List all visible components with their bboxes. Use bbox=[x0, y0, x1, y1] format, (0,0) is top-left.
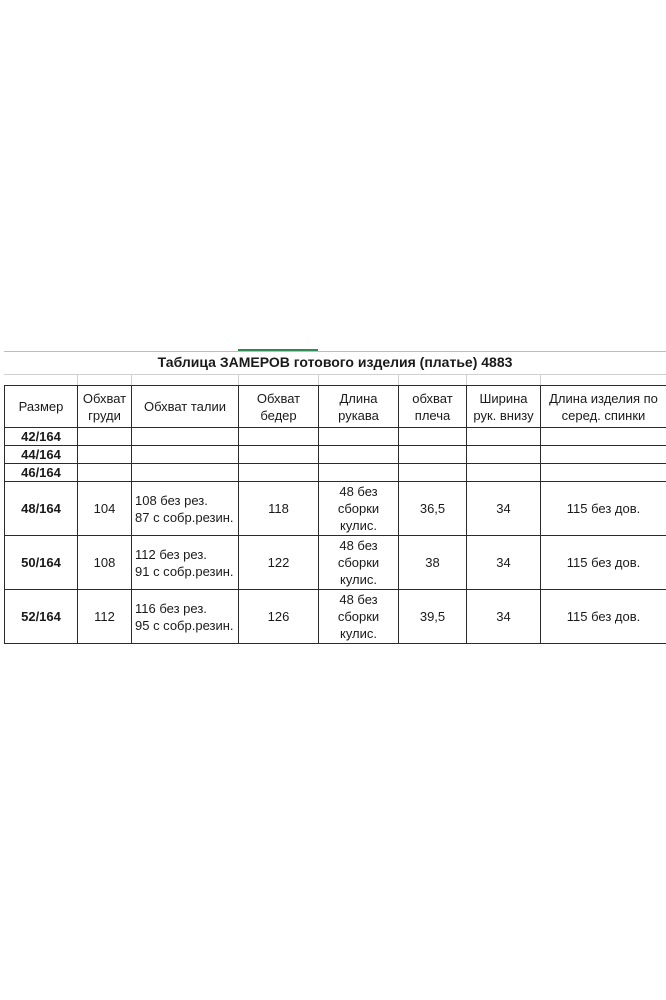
table-row bbox=[5, 590, 666, 644]
chest-cell: 108 bbox=[78, 536, 132, 590]
shoulder-cell bbox=[399, 464, 467, 482]
gridline bbox=[466, 374, 467, 385]
header-sleeve-width: Ширина рук. внизу bbox=[467, 386, 541, 428]
sleeve-cell: 48 без сборки кулис. bbox=[319, 536, 399, 590]
gridline bbox=[238, 374, 239, 385]
header-shoulder: обхват плеча bbox=[399, 386, 467, 428]
hips-cell bbox=[239, 446, 319, 464]
header-chest: Обхват груди bbox=[78, 386, 132, 428]
size-cell: 48/164 bbox=[5, 482, 78, 536]
hips-cell bbox=[239, 428, 319, 446]
header-hips: Обхват бедер bbox=[239, 386, 319, 428]
sleeve-cell: 48 без сборки кулис. bbox=[319, 482, 399, 536]
sleeve-cell bbox=[319, 464, 399, 482]
chest-cell bbox=[78, 446, 132, 464]
length-cell bbox=[541, 428, 666, 446]
size-cell: 42/164 bbox=[5, 428, 78, 446]
sleeve-cell: 48 без сборки кулис. bbox=[319, 590, 399, 644]
length-cell: 115 без дов. bbox=[541, 536, 666, 590]
header-waist: Обхват талии bbox=[132, 386, 239, 428]
gridline bbox=[131, 374, 132, 385]
hips-cell: 126 bbox=[239, 590, 319, 644]
size-cell: 46/164 bbox=[5, 464, 78, 482]
gridline bbox=[318, 374, 319, 385]
hips-cell bbox=[239, 464, 319, 482]
sleeve-width-cell: 34 bbox=[467, 536, 541, 590]
hips-cell: 118 bbox=[239, 482, 319, 536]
length-cell: 115 без дов. bbox=[541, 590, 666, 644]
table-row bbox=[5, 464, 666, 482]
sleeve-width-cell bbox=[467, 464, 541, 482]
sleeve-width-cell: 34 bbox=[467, 590, 541, 644]
length-cell bbox=[541, 446, 666, 464]
table-row bbox=[5, 536, 666, 590]
chest-cell bbox=[78, 428, 132, 446]
measurements-table bbox=[4, 385, 666, 644]
title-row bbox=[4, 352, 666, 374]
gridline bbox=[77, 374, 78, 385]
shoulder-cell: 38 bbox=[399, 536, 467, 590]
chest-cell bbox=[78, 464, 132, 482]
hips-cell: 122 bbox=[239, 536, 319, 590]
chest-cell: 104 bbox=[78, 482, 132, 536]
length-cell: 115 без дов. bbox=[541, 482, 666, 536]
size-cell: 44/164 bbox=[5, 446, 78, 464]
chest-cell: 112 bbox=[78, 590, 132, 644]
gridline bbox=[4, 374, 666, 375]
sleeve-width-cell bbox=[467, 446, 541, 464]
size-cell: 52/164 bbox=[5, 590, 78, 644]
table-row bbox=[5, 482, 666, 536]
header-row bbox=[5, 386, 666, 428]
table-title: Таблица ЗАМЕРОВ готового изделия (платье) 4883 bbox=[157, 354, 513, 370]
table-row bbox=[5, 428, 666, 446]
table-row bbox=[5, 446, 666, 464]
sleeve-width-cell bbox=[467, 428, 541, 446]
waist-cell: 108 без рез. 87 с собр.резин. bbox=[132, 482, 239, 536]
size-cell: 50/164 bbox=[5, 536, 78, 590]
header-garment-length: Длина изделия по серед. спинки bbox=[541, 386, 666, 428]
shoulder-cell: 39,5 bbox=[399, 590, 467, 644]
shoulder-cell: 36,5 bbox=[399, 482, 467, 536]
waist-cell bbox=[132, 446, 239, 464]
waist-cell: 116 без рез. 95 с собр.резин. bbox=[132, 590, 239, 644]
sleeve-cell bbox=[319, 428, 399, 446]
sleeve-width-cell: 34 bbox=[467, 482, 541, 536]
shoulder-cell bbox=[399, 446, 467, 464]
header-sleeve-length: Длина рукава bbox=[319, 386, 399, 428]
waist-cell bbox=[132, 464, 239, 482]
gridline bbox=[540, 374, 541, 385]
length-cell bbox=[541, 464, 666, 482]
waist-cell: 112 без рез. 91 с собр.резин. bbox=[132, 536, 239, 590]
shoulder-cell bbox=[399, 428, 467, 446]
header-size: Размер bbox=[5, 386, 78, 428]
waist-cell bbox=[132, 428, 239, 446]
gridline bbox=[398, 374, 399, 385]
sleeve-cell bbox=[319, 446, 399, 464]
